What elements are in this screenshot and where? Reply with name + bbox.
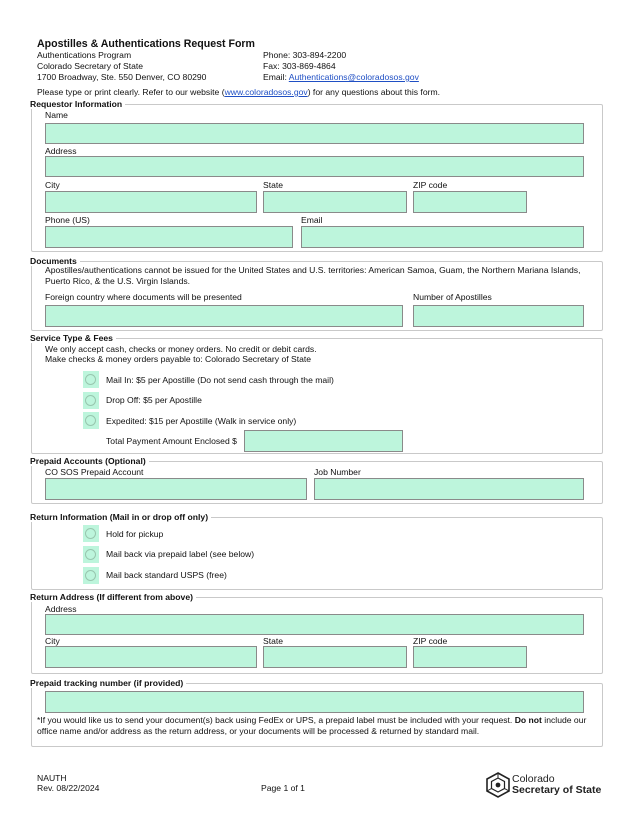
number-label: Number of Apostilles: [413, 292, 492, 302]
country-label: Foreign country where documents will be presented: [45, 292, 242, 302]
documents-note: Apostilles/authentications cannot be issued for the United States and U.S. territories: American Samoa, Guam, the Northern Mariana Islands, Puerto Rico, & the U.S. Virgin Islands.: [45, 265, 581, 286]
return-address-legend: Return Address (If different from above): [30, 592, 193, 602]
mail-usps-radio[interactable]: [83, 567, 99, 584]
state-field[interactable]: [263, 191, 407, 213]
tracking-legend: Prepaid tracking number (if provided): [30, 678, 184, 688]
email-prefix: Email:: [263, 72, 289, 82]
form-title: Apostilles & Authentications Request Form: [37, 38, 255, 50]
requestor-legend: Requestor Information: [30, 99, 123, 109]
number-field[interactable]: [413, 305, 584, 327]
address-label: Address: [45, 146, 77, 156]
return-address-field[interactable]: [45, 614, 584, 635]
tracking-field[interactable]: [45, 691, 584, 713]
hold-pickup-radio[interactable]: [83, 525, 99, 542]
zip-label: ZIP code: [413, 180, 448, 190]
office-email: [263, 72, 419, 83]
drop-off-radio[interactable]: [83, 392, 99, 409]
program-name: Authentications Program: [37, 50, 132, 60]
zip-field[interactable]: [413, 191, 527, 213]
office-name: Colorado Secretary of State: [37, 61, 144, 71]
instructions: [37, 87, 440, 98]
form-id: NAUTH: [37, 773, 67, 783]
country-field[interactable]: [45, 305, 403, 327]
service-legend: Service Type & Fees: [30, 333, 113, 343]
prepaid-account-field[interactable]: [45, 478, 307, 500]
service-note-1: We only accept cash, checks or money orders. No credit or debit cards.: [45, 344, 317, 354]
return-state-label: State: [263, 636, 284, 646]
address-field[interactable]: [45, 156, 584, 177]
total-label: Total Payment Amount Enclosed $: [106, 436, 237, 446]
logo-line-2: Secretary of State: [512, 784, 602, 796]
city-field[interactable]: [45, 191, 257, 213]
page-number: Page 1 of 1: [261, 783, 305, 793]
revision: Rev. 08/22/2024: [37, 783, 100, 793]
documents-legend: Documents: [30, 256, 77, 266]
job-number-label: Job Number: [314, 467, 361, 477]
prepaid-legend: Prepaid Accounts (Optional): [30, 456, 146, 466]
return-city-field[interactable]: [45, 646, 257, 668]
expedited-radio[interactable]: [83, 412, 99, 429]
tracking-note-bold: Do not: [514, 715, 542, 725]
email-label: Email: [301, 215, 323, 225]
service-note-2: Make checks & money orders payable to: Colorado Secretary of State: [45, 354, 312, 364]
total-field[interactable]: [244, 430, 403, 452]
sos-logo-icon: [485, 772, 511, 798]
office-address: 1700 Broadway, Ste. 550 Denver, CO 80290: [37, 72, 207, 82]
return-state-field[interactable]: [263, 646, 407, 668]
phone-field[interactable]: [45, 226, 293, 248]
mail-in-label: Mail In: $5 per Apostille (Do not send cash through the mail): [106, 375, 334, 385]
email-link[interactable]: Authentications@coloradosos.gov: [288, 72, 419, 82]
expedited-label: Expedited: $15 per Apostille (Walk in service only): [106, 416, 297, 426]
mail-usps-label: Mail back standard USPS (free): [106, 570, 227, 580]
return-address-label: Address: [45, 604, 77, 614]
return-zip-field[interactable]: [413, 646, 527, 668]
website-link[interactable]: www.coloradosos.gov: [224, 87, 308, 97]
city-label: City: [45, 180, 60, 190]
tracking-note-pre: *If you would like us to send your document(s) back using FedEx or UPS, a prepaid label must be included with your request.: [37, 715, 515, 725]
mail-prepaid-radio[interactable]: [83, 546, 99, 563]
mail-prepaid-label: Mail back via prepaid label (see below): [106, 549, 255, 559]
tracking-note-post: include our office name and/or address as the return address, or your documents will be processed & returned by standard mail.: [37, 715, 587, 736]
drop-off-label: Drop Off: $5 per Apostille: [106, 395, 202, 405]
instructions-post: ) for any questions about this form.: [307, 87, 441, 97]
sos-logo: [485, 772, 605, 798]
prepaid-account-label: CO SOS Prepaid Account: [45, 467, 144, 477]
return-city-label: City: [45, 636, 60, 646]
hold-pickup-label: Hold for pickup: [106, 529, 164, 539]
mail-in-radio[interactable]: [83, 371, 99, 388]
email-field[interactable]: [301, 226, 584, 248]
office-phone: Phone: 303-894-2200: [263, 50, 347, 60]
job-number-field[interactable]: [314, 478, 584, 500]
office-fax: Fax: 303-869-4864: [263, 61, 336, 71]
tracking-note: [37, 715, 593, 737]
name-field[interactable]: [45, 123, 584, 144]
phone-label: Phone (US): [45, 215, 90, 225]
return-zip-label: ZIP code: [413, 636, 448, 646]
state-label: State: [263, 180, 284, 190]
name-label: Name: [45, 110, 68, 120]
return-info-legend: Return Information (Mail in or drop off only): [30, 512, 209, 522]
instructions-pre: Please type or print clearly. Refer to our website (: [37, 87, 225, 97]
logo-line-1: Colorado: [512, 773, 555, 785]
